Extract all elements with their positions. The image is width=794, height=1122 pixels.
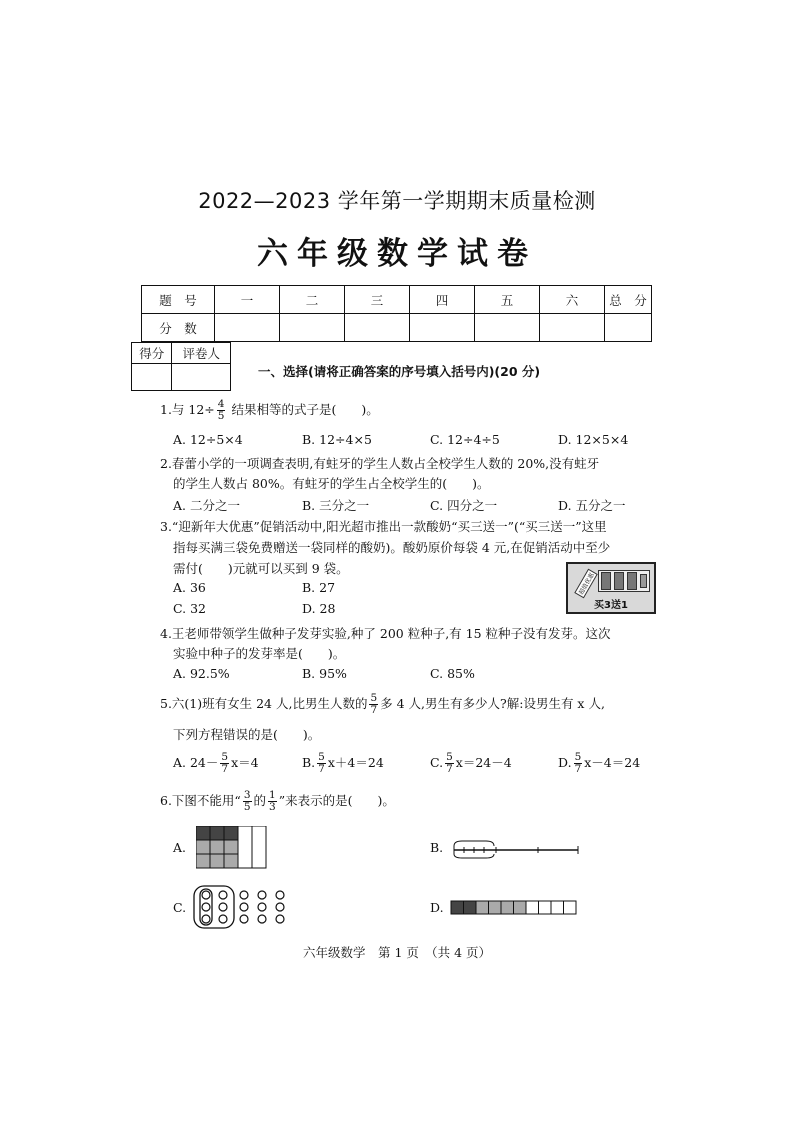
q5-option-a[interactable]: A. 24－ $\frac{5}{7}$ x＝4 — [173, 751, 259, 775]
q4-line-2: 实验中种子的发芽率是( )。 — [173, 646, 346, 661]
q6-option-b-label[interactable]: B. — [430, 840, 444, 855]
yogurt-promo-image — [566, 562, 656, 614]
score-cell[interactable] — [605, 314, 652, 342]
score-table — [141, 285, 652, 342]
score-cell[interactable] — [475, 314, 540, 342]
score-col-6: 六 — [540, 286, 605, 314]
q3-option-a[interactable]: A. 36 — [173, 580, 206, 595]
question-6: 6.下图不能用“ $\frac{3}{5}$ 的 $\frac{1}{3}$ ”来表示的是( )。 — [160, 789, 395, 813]
score-col-1: 一 — [215, 286, 280, 314]
q5-line-2: 下列方程错误的是( )。 — [173, 727, 321, 742]
q1-fraction: $\frac{4}{5}$ — [217, 398, 225, 422]
score-cell[interactable] — [215, 314, 280, 342]
grader-name-label: 评卷人 — [172, 343, 231, 364]
q1-stem-a: 1.与 12÷ — [160, 402, 215, 417]
page-footer: 六年级数学 第 1 页 （共 4 页） — [302, 945, 492, 960]
q3-line-3: 需付( )元就可以买到 9 袋。 — [173, 561, 349, 576]
grader-score-cell[interactable] — [132, 364, 172, 391]
q6-option-d-label[interactable]: D. — [430, 900, 444, 915]
score-header-label: 题 号 — [142, 286, 215, 314]
score-cell[interactable] — [280, 314, 345, 342]
q1-option-c[interactable]: C. 12÷4÷5 — [430, 432, 500, 447]
q4-line-1: 4.王老师带领学生做种子发芽实验,种了 200 粒种子,有 15 粒种子没有发芽。这次 — [160, 626, 611, 641]
q4-option-b[interactable]: B. 95% — [302, 666, 347, 681]
grader-name-cell[interactable] — [172, 364, 231, 391]
q5-stem-b: 多 4 人,男生有多少人?解:设男生有 x 人, — [380, 696, 605, 711]
score-col-3: 三 — [345, 286, 410, 314]
q3-line-2: 指每买满三袋免费赠送一袋同样的酸奶)。酸奶原价每袋 4 元,在促销活动中至少 — [173, 540, 611, 555]
q3-option-c[interactable]: C. 32 — [173, 601, 206, 616]
q3-option-b[interactable]: B. 27 — [302, 580, 336, 595]
q2-option-b[interactable]: B. 三分之一 — [302, 498, 370, 513]
q4-option-a[interactable]: A. 92.5% — [173, 666, 230, 681]
q1-option-a[interactable]: A. 12÷5×4 — [173, 432, 243, 447]
q3-option-d[interactable]: D. 28 — [302, 601, 336, 616]
score-row-label: 分 数 — [142, 314, 215, 342]
q6-option-c-label[interactable]: C. — [173, 900, 187, 915]
exam-title: 六年级数学试卷 — [257, 236, 537, 272]
score-col-5: 五 — [475, 286, 540, 314]
q4-option-c[interactable]: C. 85% — [430, 666, 475, 681]
q6-option-c-figure — [192, 884, 292, 930]
q5-line-1 — [160, 693, 605, 716]
q5-stem-a: 5.六(1)班有女生 24 人,比男生人数的 — [160, 696, 368, 711]
q6-option-d-figure — [450, 900, 580, 916]
q1-option-d[interactable]: D. 12×5×4 — [558, 432, 629, 447]
exam-subtitle: 2022—2023 学年第一学期期末质量检测 — [198, 189, 596, 213]
section-1-heading: 一、选择(请将正确答案的序号填入括号内)(20 分) — [258, 364, 541, 379]
score-col-total: 总 分 — [605, 286, 652, 314]
q6-option-a-figure — [196, 826, 268, 870]
promo-caption: 买3送1 — [594, 600, 628, 611]
q5-option-c[interactable]: C. $\frac{5}{7}$ x＝24－4 — [430, 751, 512, 775]
q6-option-b-figure — [452, 838, 582, 860]
score-cell[interactable] — [345, 314, 410, 342]
q6-option-a-label[interactable]: A. — [173, 840, 187, 855]
q2-option-d[interactable]: D. 五分之一 — [558, 498, 626, 513]
score-cell[interactable] — [540, 314, 605, 342]
score-col-4: 四 — [410, 286, 475, 314]
question-1 — [160, 399, 379, 422]
q3-line-1: 3.“迎新年大优惠”促销活动中,阳光超市推出一款酸奶“买三送一”(“买三送一”这里 — [160, 519, 607, 534]
q5-option-b[interactable]: B. $\frac{5}{7}$ x＋4＝24 — [302, 751, 384, 775]
yogurt-bags-icon — [598, 570, 650, 592]
promo-tag: 超值优惠 — [574, 569, 598, 599]
q2-option-a[interactable]: A. 二分之一 — [173, 498, 240, 513]
grader-box — [131, 342, 231, 391]
q2-line-2: 的学生人数占 80%。有蛀牙的学生占全校学生的( )。 — [173, 476, 490, 491]
q5-fraction: $\frac{5}{7}$ — [370, 692, 378, 716]
q1-stem-b: 结果相等的式子是( )。 — [231, 402, 379, 417]
q1-option-b[interactable]: B. 12÷4×5 — [302, 432, 372, 447]
q2-option-c[interactable]: C. 四分之一 — [430, 498, 498, 513]
q2-line-1: 2.春蕾小学的一项调查表明,有蛀牙的学生人数占全校学生人数的 20%,没有蛀牙 — [160, 456, 600, 471]
score-cell[interactable] — [410, 314, 475, 342]
grader-score-label: 得分 — [132, 343, 172, 364]
score-col-2: 二 — [280, 286, 345, 314]
q5-option-d[interactable]: D. $\frac{5}{7}$ x－4＝24 — [558, 751, 641, 775]
